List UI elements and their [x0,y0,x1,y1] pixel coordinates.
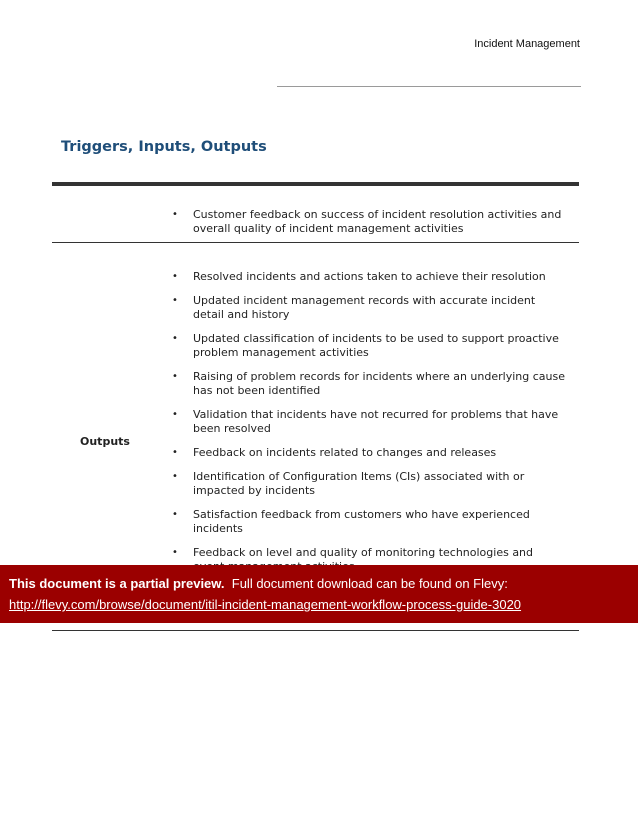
list-item-text: Validation that incidents have not recurred for problems that have been resolved [193,408,559,435]
bullet-icon: • [172,371,178,382]
list-item [172,446,567,460]
table-top-rule [52,182,579,186]
bullet-icon: • [172,471,178,482]
list-item [172,208,567,236]
list-item [172,270,567,284]
list-item-text: Updated classification of incidents to be used to support proactive problem management activities [193,332,559,359]
inputs-list [172,208,567,236]
list-item-text: Raising of problem records for incidents where an underlying cause has not been identified [193,370,565,397]
list-item-text: Feedback on incidents related to changes and releases [193,446,497,459]
bullet-icon: • [172,447,178,458]
list-item-text: Updated incident management records with accurate incident detail and history [193,294,536,321]
table-bottom-rule [52,630,579,631]
list-item-text: Resolved incidents and actions taken to achieve their resolution [193,270,546,283]
list-item [172,332,567,360]
list-item-text: Identification of Configuration Items (CIs) associated with or impacted by incidents [193,470,525,497]
list-item-text: Feedback on level and quality of monitoring technologies and [193,546,534,559]
bullet-icon: • [172,409,178,420]
header-title: Incident Management [474,38,580,50]
list-item-text: Customer feedback on success of incident resolution activities and overall quality of incident management activities [193,208,562,235]
bullet-icon: • [172,295,178,306]
list-item [172,508,567,536]
list-item [172,370,567,398]
outputs-label: Outputs [80,435,130,448]
bullet-icon: • [172,209,178,220]
section-title: Triggers, Inputs, Outputs [61,139,267,155]
preview-banner [0,565,638,623]
outputs-list [172,270,567,584]
banner-bold-text: This document is a partial preview. [9,576,225,591]
bullet-icon: • [172,509,178,520]
bullet-icon: • [172,333,178,344]
banner-text: Full document download can be found on Flevy: [231,576,508,591]
list-item [172,470,567,498]
bullet-icon: • [172,547,178,558]
banner-message [9,576,508,591]
list-item [172,294,567,322]
bullet-icon: • [172,271,178,282]
row-divider [52,242,579,243]
header-divider [277,86,581,87]
list-item-text: Satisfaction feedback from customers who have experienced incidents [193,508,530,535]
list-item [172,408,567,436]
download-link[interactable]: http://flevy.com/browse/document/itil-incident-management-workflow-process-guide-3020 [9,597,522,612]
